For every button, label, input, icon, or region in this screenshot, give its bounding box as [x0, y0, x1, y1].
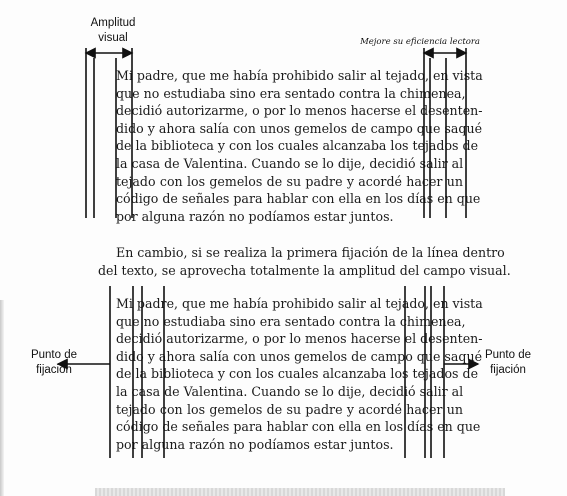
text-line: Mi padre, que me había prohibido salir al tejado, en vista — [116, 296, 483, 311]
text-line: Mi padre, que me había prohibido salir al tejado, en vista — [116, 68, 483, 83]
text-line: tejado con los gemelos de su padre y acordé hacer un — [116, 173, 463, 189]
text-line: tejado con los gemelos de su padre y acordé hacer un — [116, 401, 463, 417]
text-line: por alguna razón no podíamos estar juntos. — [116, 436, 394, 452]
text-line: código de señales para hablar con ella en los días en que — [116, 191, 481, 207]
visual-label: visual — [98, 32, 128, 44]
text-line: código de señales para hablar con ella en los días en que — [116, 419, 481, 435]
text-line: que no estudiaba sino era sentado contra la chimenea, — [116, 313, 466, 329]
text-line: En cambio, si se realiza la primera fijación de la línea dentro — [116, 245, 505, 260]
amplitud-label: Amplitud — [90, 17, 136, 29]
text-line: la casa de Valentina. Cuando se lo dije, decidió salir al — [116, 155, 464, 171]
text-line: decidió autorizarme, o por lo menos hacerse el desenten- — [116, 331, 483, 347]
top-fixation-lines — [86, 48, 483, 218]
text-line: de la biblioteca y con los cuales alcanzaba los tejados de — [116, 366, 479, 382]
punto-fijacion-left-label-2: fijación — [36, 364, 72, 376]
bottom-fixation-lines — [110, 286, 444, 458]
punto-fijacion-right-label-2: fijación — [490, 364, 526, 376]
text-line: del texto, se aprovecha totalmente la amplitud del campo visual. — [98, 262, 511, 278]
text-line: dido y ahora salía con unos gemelos de campo que saqué — [116, 348, 483, 364]
text-line: decidió autorizarme, o por lo menos hacerse el desenten- — [116, 103, 483, 119]
text-line: por alguna razón no podíamos estar juntos. — [116, 208, 394, 224]
text-line: la casa de Valentina. Cuando se lo dije, decidió salir al — [116, 383, 464, 399]
text-line: de la biblioteca y con los cuales alcanzaba los tejados de — [116, 138, 479, 154]
text-line: dido y ahora salía con unos gemelos de campo que saqué — [116, 120, 483, 136]
text-line: que no estudiaba sino era sentado contra la chimenea, — [116, 85, 466, 101]
running-header: Mejore su eficiencia lectora — [360, 37, 480, 47]
punto-fijacion-right-label: Punto de — [484, 349, 532, 361]
punto-fijacion-left-label: Punto de — [30, 349, 78, 361]
